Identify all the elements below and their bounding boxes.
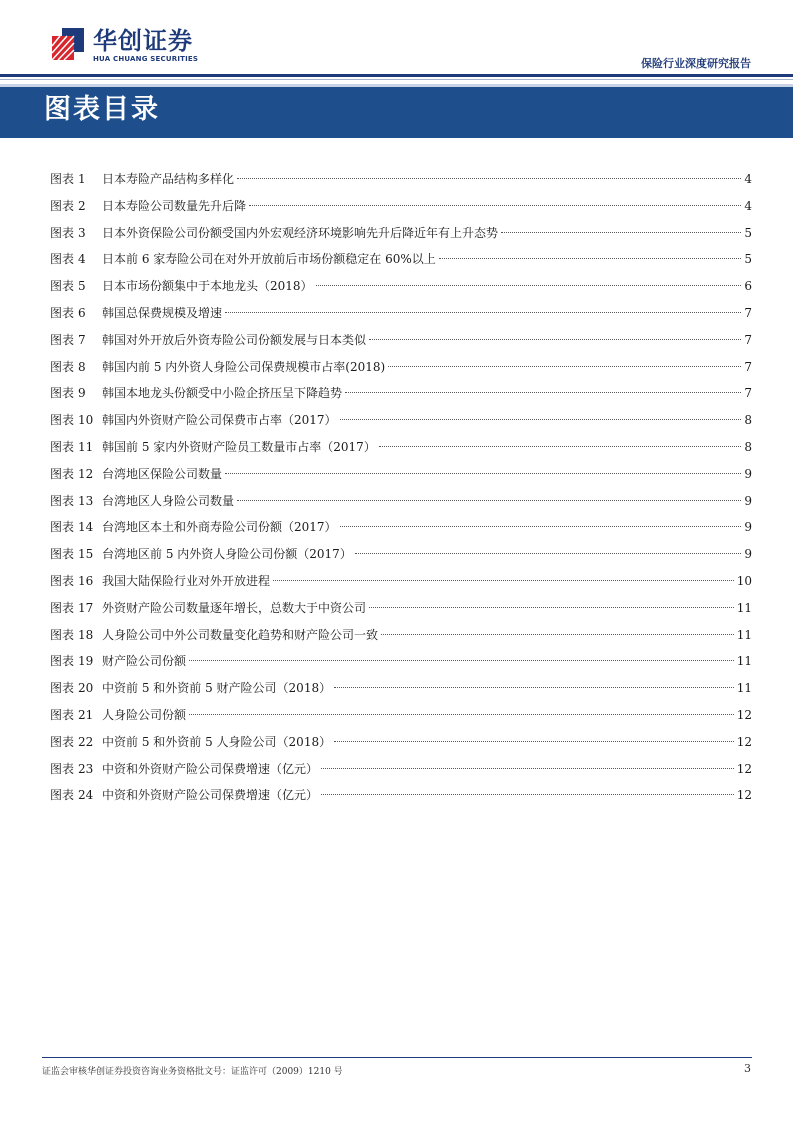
toc-dot-leader [189,714,734,715]
toc-entry-title: 韩国本地龙头份额受中小险企挤压呈下降趋势 [102,386,343,401]
toc-entry-label: 图表 [50,225,75,240]
toc-entry-page: 7 [744,332,752,347]
toc-entry[interactable] [50,246,752,273]
toc-dot-leader [379,446,741,447]
toc-entry-page: 11 [736,681,752,696]
toc-entry-page: 12 [736,707,752,722]
toc-dot-leader [340,419,741,420]
toc-entry-label: 图表 [50,547,75,562]
toc-entry-title: 我国大陆保险行业对外开放进程 [102,573,271,588]
toc-entry-label: 图表 [50,386,75,401]
toc-entry-number: 7 [78,332,86,347]
toc-entry-label: 图表 [50,252,75,267]
toc-entry-page: 6 [744,279,752,294]
toc-entry-label: 图表 [50,681,75,696]
toc-entry-number: 24 [78,788,94,803]
toc-entry-number: 13 [78,493,94,508]
toc-entry-label: 图表 [50,466,75,481]
toc-entry-page: 9 [744,466,752,481]
toc-dot-leader [334,687,734,688]
toc-entry[interactable] [50,166,752,193]
toc-entry-title: 中资前 5 和外资前 5 人身险公司（2018） [102,734,332,749]
toc-entry-number: 2 [78,198,86,213]
toc-entry[interactable] [50,756,752,783]
toc-entry-page: 5 [744,252,752,267]
toc-entry-number: 17 [78,600,94,615]
toc-entry-title: 韩国总保费规模及增速 [102,305,223,320]
toc-entry-title: 台湾地区保险公司数量 [102,466,223,481]
toc-entry-label: 图表 [50,305,75,320]
toc-entry-title: 日本寿险公司数量先升后降 [102,198,247,213]
footer-disclaimer: 证监会审核华创证券投资咨询业务资格批文号：证监许可（2009）1210 号 [42,1067,343,1077]
toc-entry-number: 23 [78,761,94,776]
toc-entry-page: 7 [744,359,752,374]
toc-entry-page: 10 [736,573,752,588]
toc-entry-label: 图表 [50,761,75,776]
toc-entry-title: 日本前 6 家寿险公司在对外开放前后市场份额稳定在 60%以上 [102,252,436,267]
toc-entry[interactable] [50,514,752,541]
toc-entry-page: 12 [736,788,752,803]
toc-entry-label: 图表 [50,359,75,374]
toc-entry-label: 图表 [50,600,75,615]
toc-entry-title: 中资和外资财产险公司保费增速（亿元） [102,788,319,803]
toc-entry-number: 8 [78,359,86,374]
toc-entry-title: 人身险公司中外公司数量变化趋势和财产险公司一致 [102,627,379,642]
toc-entry-label: 图表 [50,707,75,722]
toc-dot-leader [189,660,734,661]
toc-entry[interactable] [50,461,752,488]
toc-entry-page: 4 [744,172,752,186]
toc-entry-page: 9 [744,547,752,562]
toc-dot-leader [225,473,741,474]
toc-dot-leader [501,232,741,233]
toc-dot-leader [345,392,741,393]
toc-entry-page: 11 [736,654,752,669]
toc-dot-leader [273,580,734,581]
toc-entry-number: 20 [78,681,94,696]
toc-entry-title: 日本寿险产品结构多样化 [102,172,235,186]
toc-entry-title: 韩国对外开放后外资寿险公司份额发展与日本类似 [102,332,367,347]
toc-entry-page: 9 [744,520,752,535]
toc-entry-number: 15 [78,547,94,562]
toc-entry-number: 4 [78,252,86,267]
toc-dot-leader [334,741,734,742]
toc-entry-number: 9 [78,386,86,401]
toc-entry-label: 图表 [50,573,75,588]
toc-entry-label: 图表 [50,439,75,454]
toc-entry-title: 日本市场份额集中于本地龙头（2018） [102,279,313,294]
toc-entry-label: 图表 [50,734,75,749]
toc-dot-leader [369,339,741,340]
toc-dot-leader [355,553,741,554]
toc-entry-page: 7 [744,386,752,401]
toc-entry-title: 韩国内外资财产险公司保费市占率（2017） [102,413,337,428]
toc-entry-label: 图表 [50,520,75,535]
toc-entry-number: 21 [78,707,94,722]
toc-entry-page: 11 [736,600,752,615]
toc-entry-title: 日本外资保险公司份额受国内外宏观经济环境影响先升后降近年有上升态势 [102,225,499,240]
toc-entry[interactable] [50,273,752,300]
toc-entry-page: 11 [736,627,752,642]
toc-entry-label: 图表 [50,788,75,803]
toc-entry[interactable] [50,541,752,568]
toc-entry-number: 16 [78,573,94,588]
page-number: 3 [744,1062,751,1075]
toc-dot-leader [439,258,741,259]
toc-entry-title: 台湾地区本土和外商寿险公司份额（2017） [102,520,337,535]
toc-entry-number: 11 [78,439,94,454]
toc-entry[interactable] [50,488,752,515]
hua-chuang-logo-icon [50,26,86,62]
toc-entry[interactable] [50,300,752,327]
toc-entry-page: 12 [736,761,752,776]
toc-entry-label: 图表 [50,627,75,642]
toc-entry-page: 4 [744,198,752,213]
toc-dot-leader [249,205,741,206]
toc-dot-leader [316,285,741,286]
toc-entry-label: 图表 [50,413,75,428]
toc-entry-number: 3 [78,225,86,240]
toc-entry-page: 8 [744,413,752,428]
toc-entry-label: 图表 [50,332,75,347]
toc-dot-leader [237,500,741,501]
brand-name-cn: 华创证券 [93,27,193,55]
toc-entry-title: 中资和外资财产险公司保费增速（亿元） [102,761,319,776]
toc-dot-leader [369,607,734,608]
toc-entry-number: 6 [78,305,86,320]
toc-entry-title: 人身险公司份额 [102,707,187,722]
toc-entry[interactable] [50,220,752,247]
toc-entry-page: 7 [744,305,752,320]
toc-entry-label: 图表 [50,654,75,669]
toc-dot-leader [225,312,741,313]
toc-dot-leader [388,366,741,367]
toc-entry[interactable] [50,434,752,461]
toc-entry[interactable] [50,675,752,702]
table-of-figures [50,166,752,809]
toc-entry-label: 图表 [50,493,75,508]
toc-entry-number: 14 [78,520,94,535]
toc-dot-leader [381,634,734,635]
toc-entry-page: 5 [744,225,752,240]
toc-entry[interactable] [50,622,752,649]
toc-dot-leader [321,768,734,769]
toc-entry-title: 台湾地区人身险公司数量 [102,493,235,508]
report-type: 保险行业深度研究报告 [641,57,751,70]
toc-entry-label: 图表 [50,279,75,294]
footer-divider [42,1057,752,1058]
toc-entry-number: 22 [78,734,94,749]
header-divider [0,74,793,77]
toc-entry-page: 12 [736,734,752,749]
toc-entry[interactable] [50,568,752,595]
toc-dot-leader [237,178,741,179]
toc-entry-page: 8 [744,439,752,454]
toc-dot-leader [340,526,741,527]
page-title: 图表目录 [44,94,160,125]
toc-entry-title: 外资财产险公司数量逐年增长，总数大于中资公司 [102,600,367,615]
toc-entry-number: 19 [78,654,94,669]
toc-dot-leader [321,794,734,795]
toc-entry-number: 1 [78,172,86,186]
toc-entry[interactable] [50,327,752,354]
toc-entry-number: 12 [78,466,94,481]
page-header [0,0,793,78]
toc-entry-title: 韩国内前 5 内外资人身险公司保费规模市占率(2018) [102,359,386,374]
toc-entry-title: 中资前 5 和外资前 5 财产险公司（2018） [102,681,332,696]
toc-entry-number: 18 [78,627,94,642]
toc-entry[interactable] [50,407,752,434]
toc-entry-title: 财产险公司份额 [102,654,187,669]
toc-entry[interactable] [50,702,752,729]
toc-entry[interactable] [50,729,752,756]
toc-entry-title: 台湾地区前 5 内外资人身险公司份额（2017） [102,547,352,562]
toc-entry-number: 10 [78,413,94,428]
toc-entry-page: 9 [744,493,752,508]
toc-entry-title: 韩国前 5 家内外资财产险员工数量市占率（2017） [102,439,376,454]
toc-entry[interactable] [50,648,752,675]
toc-entry[interactable] [50,782,752,809]
toc-entry[interactable] [50,354,752,381]
toc-entry[interactable] [50,595,752,622]
toc-entry[interactable] [50,193,752,220]
toc-entry-label: 图表 [50,198,75,213]
toc-entry-label: 图表 [50,172,75,186]
toc-entry[interactable] [50,380,752,407]
brand-name-en: HUA CHUANG SECURITIES [93,55,199,63]
toc-entry-number: 5 [78,279,86,294]
header-divider-thin [0,79,793,80]
